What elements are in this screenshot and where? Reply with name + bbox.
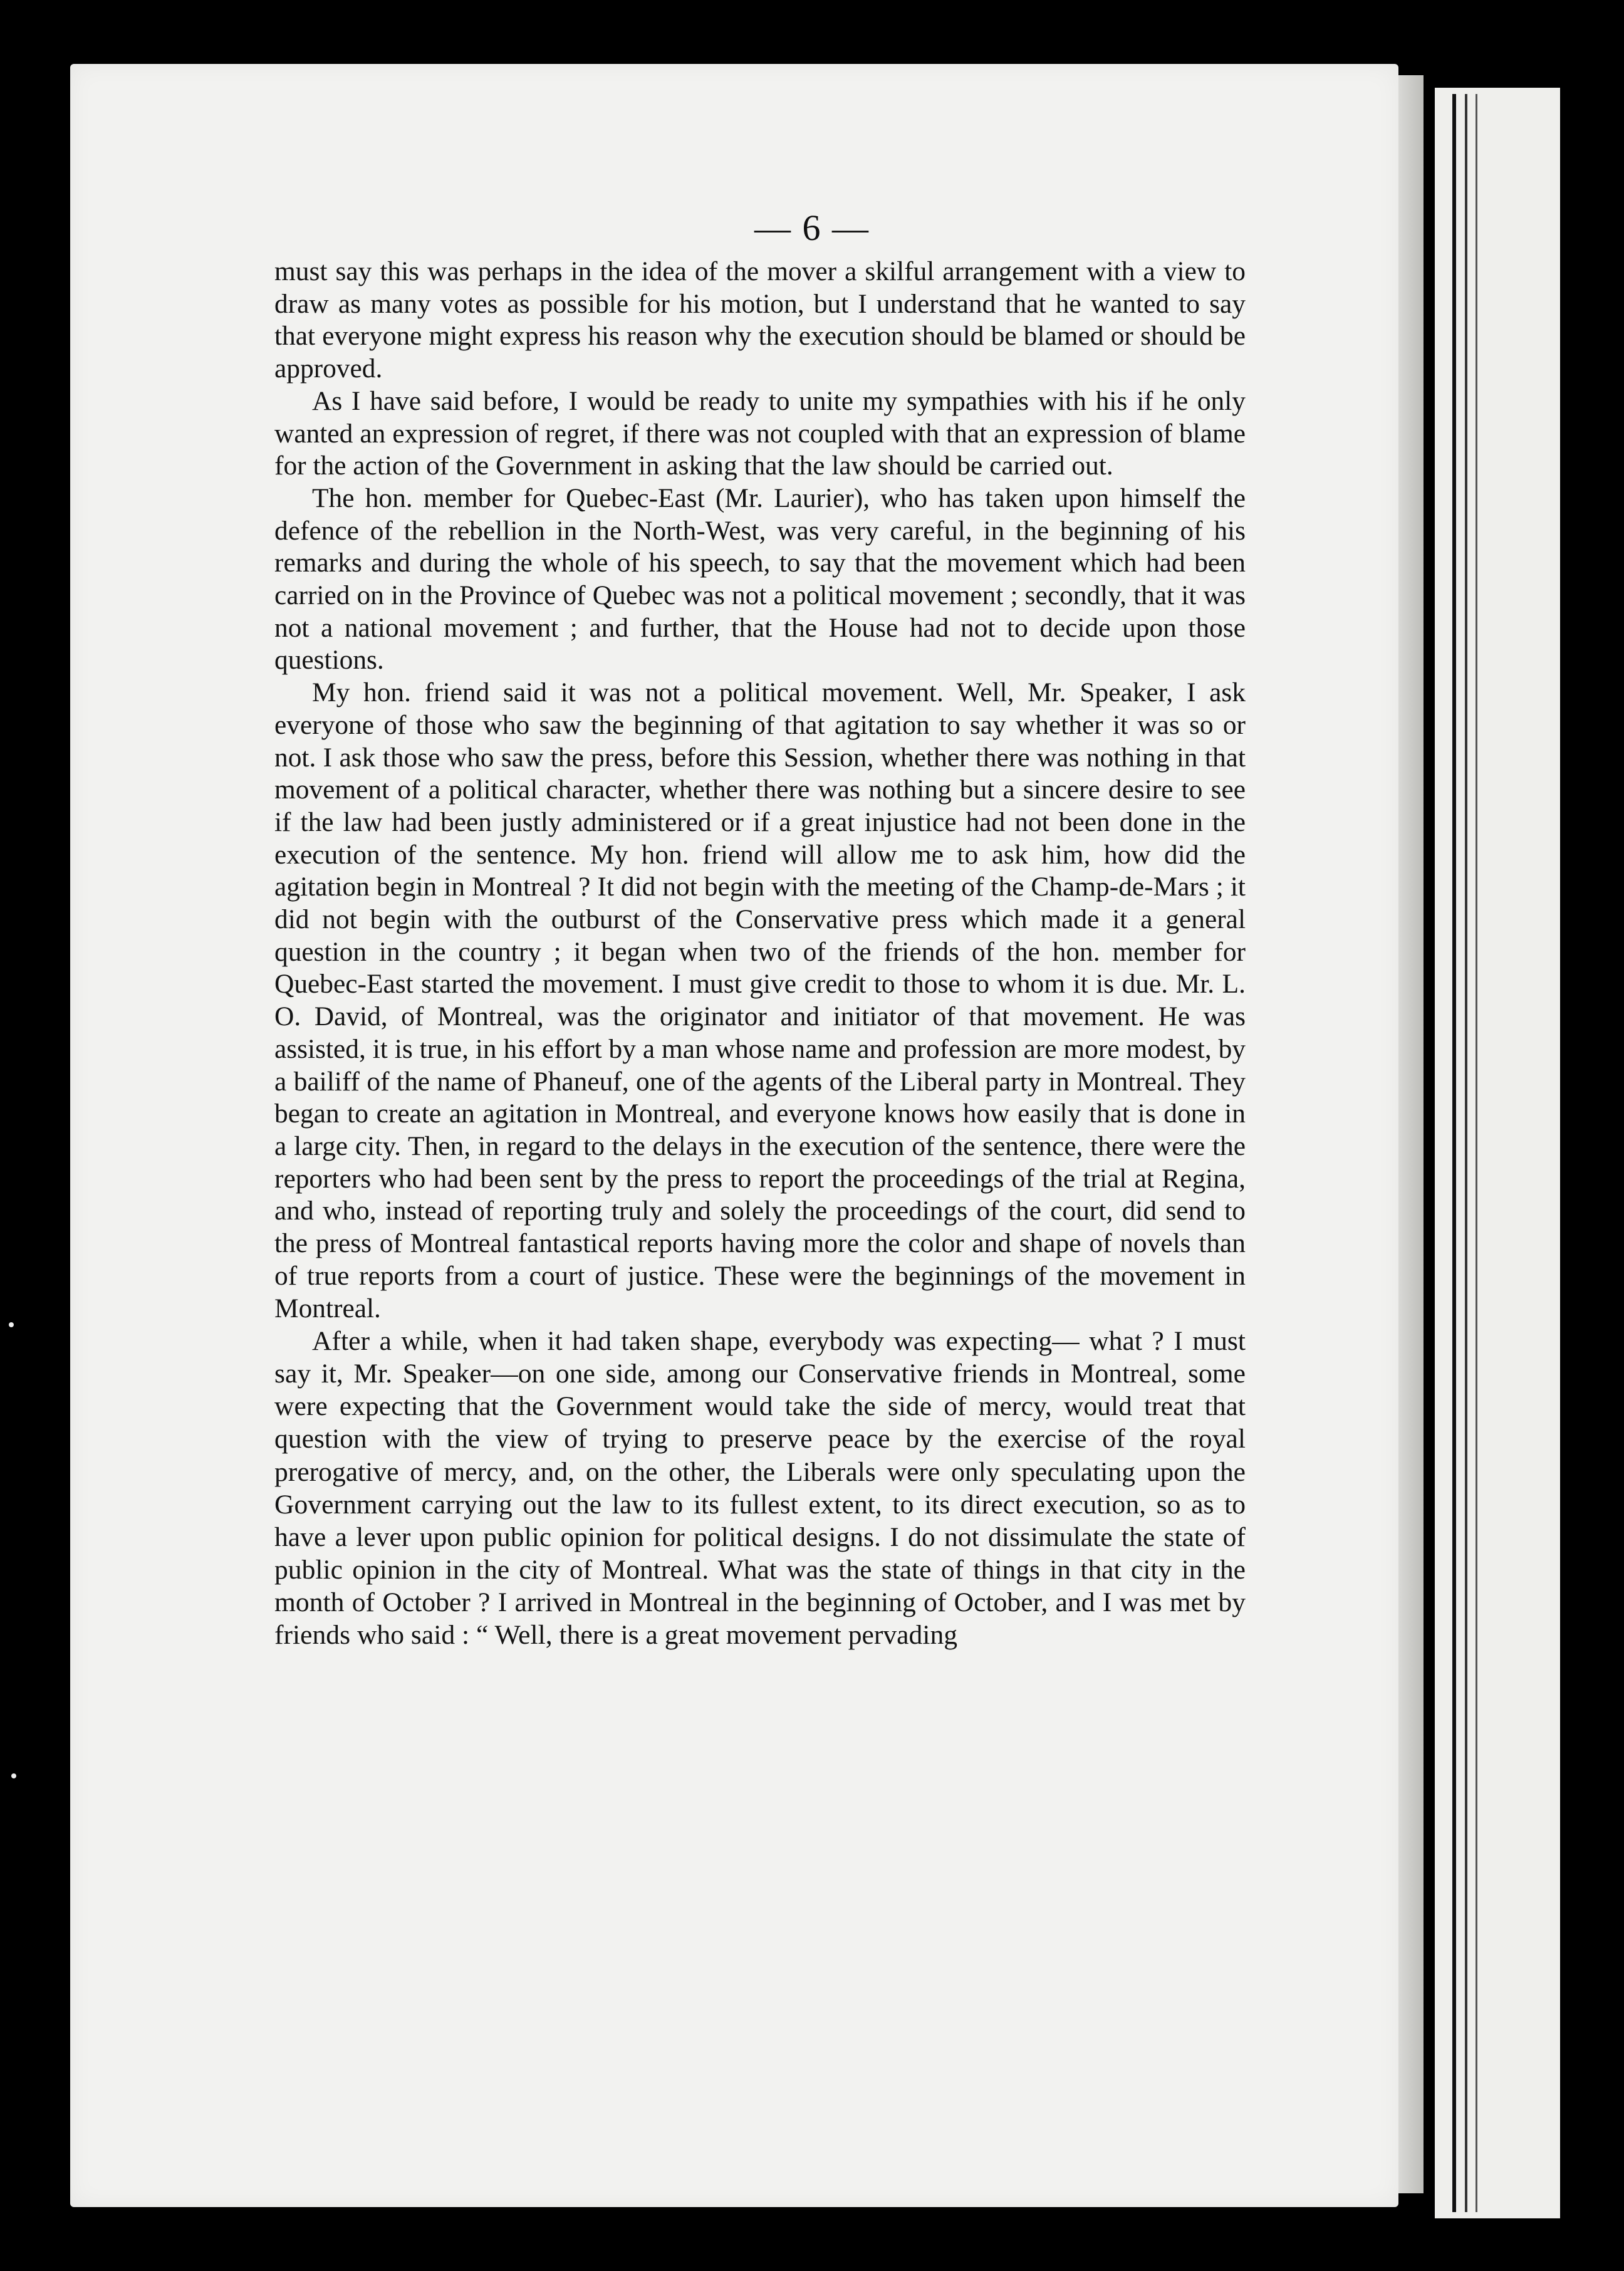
binding-line xyxy=(1452,94,1456,2212)
page-edge-shadow xyxy=(1398,75,1424,2193)
paragraph-5: After a while, when it had taken shape, everybody was expecting— what ? I must say it, Mr. Speaker—on one side, among our Conservative friends in Montreal, some were expecting that the Government would take the side of mercy, would treat that question with the view of trying to preserve peace by the exercise of the royal prerogative of mercy, and, on the other, the Liberals were only speculating upon the Government carrying out the law to its fullest extent, to its direct execution, so as to have a lever upon public opinion for political designs. I do not dissimulate the state of public opinion in the city of Montreal. What was the state of things in that city in the month of October ? I arrived in Montreal in the beginning of October, and I was met by friends who said : “ Well, there is a great movement pervading xyxy=(274,1326,1246,1651)
paragraph-2: As I have said before, I would be ready to unite my sympathies with his if he only wanted an expression of regret, if there was not coupled with that an expression of blame for the action of the Government in asking that the law should be carried out. xyxy=(274,385,1246,481)
paragraph-1: must say this was perhaps in the idea of the mover a skilful arrangement with a view to draw as many votes as possible for his motion, but I understand that he wanted to say that everyone might express his reason why the execution should be blamed or should be approved. xyxy=(274,256,1246,384)
scan-speck xyxy=(11,1773,16,1778)
paragraph-4: My hon. friend said it was not a political movement. Well, Mr. Speaker, I ask everyone of those who saw the beginning of that agitation to say whether it was so or not. I ask those who saw the press, before this Session, whether there was nothing in that movement of a political character, whether there was nothing but a sincere desire to see if the law had been justly administered or if a great injustice had not been done in the execution of the sentence. My hon. friend will allow me to ask him, how did the agitation begin in Montreal ? It did not begin with the meeting of the Champ-de-Mars ; it did not begin with the outburst of the Conservative press which made it a general question in the country ; it began when two of the friends of the hon. member for Quebec-East started the movement. I must give credit to those to whom it is due. Mr. L. O. David, of Montreal, was the originator and initiator of that movement. He was assisted, it is true, in his effort by a man whose name and profession are more modest, by a bailiff of the name of Phaneuf, one of the agents of the Liberal party in Montreal. They began to create an agitation in Montreal, and everyone knows how easily that is done in a large city. Then, in regard to the delays in the execution of the sentence, there were the reporters who had been sent by the press to report the proceedings of the trial at Regina, and who, instead of reporting truly and solely the proceedings of the court, did send to the press of Montreal fantastical reports having more the color and shape of novels than of true reports from a court of justice. These were the beginnings of the movement in Montreal. xyxy=(274,677,1246,1323)
body-text xyxy=(274,256,1246,1651)
page-number: — 6 — xyxy=(754,207,870,248)
scan-speck xyxy=(9,1322,14,1327)
paragraph-3: The hon. member for Quebec-East (Mr. Laurier), who has taken upon himself the defence of the rebellion in the North-West, was very careful, in the beginning of his remarks and during the whole of his speech, to say that the movement which had been carried on in the Province of Quebec was not a political movement ; secondly, that it was not a national movement ; and further, that the House had not to decide upon those questions. xyxy=(274,483,1246,676)
binding-line xyxy=(1476,94,1477,2212)
binding-line xyxy=(1465,94,1467,2212)
